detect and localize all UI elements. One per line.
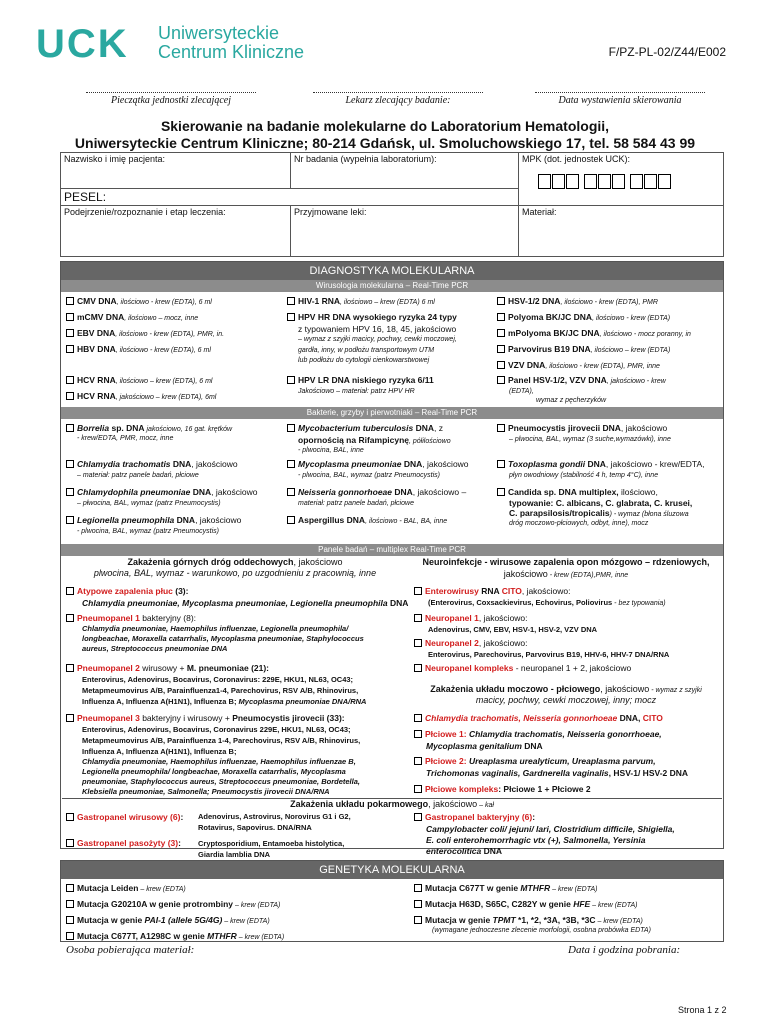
ebv-checkbox[interactable]: EBV DNA, ilościowo - krew (EDTA), PMR, in.	[66, 328, 224, 339]
pneumopanel2-desc1: Enterovirus, Adenovirus, Bocavirus, Coronavirus: 229E, HKU1, NL63, OC43;	[82, 675, 354, 684]
gastropanel-viral-checkbox[interactable]: Gastropanel wirusowy (6):	[66, 812, 183, 822]
panel-hsv-vzv-checkbox[interactable]: Panel HSV-1/2, VZV DNA, jakościowo - krew	[497, 375, 666, 386]
pai1-checkbox[interactable]: Mutacja w genie PAI-1 (allele 5G/4G) – krew (EDTA)	[66, 915, 270, 926]
neisseria-desc: materiał: patrz panele badań, płciowe	[298, 500, 414, 507]
tpmt-note: (wymagane jednoczesne zlecenie morfologii, osobna probówka EDTA)	[432, 927, 651, 934]
logo-line1: Uniwersyteckie	[158, 23, 280, 43]
patient-form	[60, 152, 724, 257]
section-title-genetics: GENETYKA MOLEKULARNA	[61, 861, 723, 879]
pneumopanel1-desc3: aureus, Streptococcus pneumoniae DNA	[82, 644, 228, 653]
material-label: Materiał:	[522, 207, 557, 217]
borrelia-checkbox[interactable]: Borrelia sp. DNA jakościowo, 16 gat. krętków	[66, 423, 232, 434]
legionella-checkbox[interactable]: Legionella pneumophila DNA, jakościowo	[66, 515, 241, 525]
pneumopanel3-desc2: Metapmeumovirus A/B, Parainfluenza 1-4, Parechovirus, RSV A/B, Rhinovirus,	[82, 736, 361, 745]
mycoplasma-desc: - plwocina, BAL, wymaz (patrz Pneumocystis)	[298, 472, 440, 479]
datetime-label: Data i godzina pobrania:	[568, 944, 681, 956]
material-field[interactable]	[519, 206, 724, 257]
pneumopanel2-desc2: Metapmeumovirus A/B, Parainfluenza1-4, Parechovirus, RSV A/B, Rhinovirus,	[82, 686, 359, 695]
patient-name-label: Nazwisko i imię pacjenta:	[64, 154, 166, 164]
hpv-hr-desc2: gardła, inny, w podłożu transportowym UTM	[298, 347, 435, 354]
hpv-hr-typing: z typowaniem HPV 16, 18, 45, jakościowo	[298, 324, 457, 334]
pneumopanel2-desc3: Influenza A, Influenza A(H1N1), Influenza B; Mycoplasma pneumoniae DNA/RNA	[82, 697, 367, 706]
diagnosis-label: Podejrzenie/rozpoznanie i etap leczenia:	[64, 207, 226, 217]
pneumocystis-desc: – plwocina, BAL, wymaz (3 suche,wymazówki), inne	[509, 436, 671, 443]
pneumopanel3-desc1: Enterovirus, Adenovirus, Bocavirus, Coronavirus 229E, HKU1, NL63, OC43;	[82, 725, 351, 734]
diagnosis-field[interactable]	[61, 206, 291, 257]
panel-hsv-desc: (EDTA),	[509, 388, 534, 395]
chlamydia-desc: – materiał: patrz panele badań, płciowe	[77, 472, 199, 479]
g20210a-checkbox[interactable]: Mutacja G20210A w genie protrombiny – krew (EDTA)	[66, 899, 280, 910]
mcmv-checkbox[interactable]: mCMV DNA, ilościowo – mocz, inne	[66, 312, 198, 323]
uro-header: Zakażenia układu moczowo - płciowego, jakościowo - wymaz z szyjki	[430, 684, 702, 694]
sig-date: Data wystawienia skierowania	[535, 92, 705, 106]
logo-mark: UCK	[36, 22, 129, 66]
cmv-checkbox[interactable]: CMV DNA, ilościowo - krew (EDTA), 6 ml	[66, 296, 212, 307]
pesel-label: PESEL:	[64, 190, 107, 204]
polyoma-checkbox[interactable]: Polyoma BK/JC DNA, ilościowo - krew (EDTA)	[497, 312, 670, 323]
page-number: Strona 1 z 2	[678, 1005, 727, 1015]
parvovirus-checkbox[interactable]: Parvovirus B19 DNA, ilościowo – krew (EDTA)	[497, 344, 670, 355]
hpv-lr-desc: Jakościowo – materiał: patrz HPV HR	[298, 388, 415, 395]
leiden-checkbox[interactable]: Mutacja Leiden – krew (EDTA)	[66, 883, 186, 894]
mpk-label: MPK (dot. jednostek UCK):	[522, 154, 631, 164]
gastropanel-viral-desc1: Adenovirus, Astrovirus, Norovirus G1 i G2,	[198, 812, 351, 821]
mycobacterium-checkbox[interactable]: Mycobacterium tuberculosis DNA, z	[287, 423, 443, 433]
pneumopanel3-desc4: Chlamydia pneumoniae, Haemophilus influenzae, Haemophilus influenzae B,	[82, 757, 356, 766]
pesel-field[interactable]	[61, 189, 519, 206]
candida-desc2: C. parapsilosis/tropicalis) - wymaz (błona śluzowa	[509, 508, 689, 518]
section-title-diag: DIAGNOSTYKA MOLEKULARNA	[61, 262, 723, 280]
ct-ng-cito-checkbox[interactable]: Chlamydia trachomatis, Neisseria gonnorhoeae DNA, CITO	[414, 713, 663, 723]
logo-line2: Centrum Kliniczne	[158, 42, 305, 62]
mpk-boxes	[538, 174, 720, 191]
plciowe-complex-checkbox[interactable]: Płciowe kompleks: Płciowe 1 + Płciowe 2	[414, 784, 591, 794]
uro-header2: macicy, pochwy, cewki moczowej, inny; mocz	[475, 695, 657, 705]
aspergillus-checkbox[interactable]: Aspergillus DNA, ilościowo - BAL, BA, inne	[287, 515, 447, 526]
pneumocystis-checkbox[interactable]: Pneumocystis jirovecii DNA, jakościowo	[497, 423, 667, 433]
neuro-header2: jakościowo - krew (EDTA),PMR, inne	[503, 569, 629, 579]
page-title: Skierowanie na badanie molekularne do Laboratorium Hematologii,	[160, 118, 610, 134]
neuropanel1-desc: Adenovirus, CMV, EBV, HSV-1, HSV-2, VZV DNA	[428, 625, 598, 634]
drugs-field[interactable]	[291, 206, 519, 257]
pneumopanel1-desc1: Chlamydia pneumoniae, Haemophilus influenzae, Legionella pneumophila/	[82, 624, 349, 633]
toxoplasma-checkbox[interactable]: Toxoplasma gondii DNA, jakościowo - krew/EDTA,	[497, 459, 704, 469]
mthfr-two-checkbox[interactable]: Mutacja C677T, A1298C w genie MTHFR – krew (EDTA)	[66, 931, 284, 942]
atypical-desc: Chlamydia pneumoniae, Mycoplasma pneumoniae, Legionella pneumophila DNA	[82, 598, 409, 608]
gastropanel-parasites-desc1: Cryptosporidium, Entamoeba histolytica,	[198, 839, 345, 848]
hbv-checkbox[interactable]: HBV DNA, ilościowo - krew (EDTA), 6 ml	[66, 344, 211, 355]
subsection-bact: Bakterie, grzyby i pierwotniaki – Real-Time PCR	[61, 407, 723, 419]
neuropanel2-desc: Enterovirus, Parechovirus, Parvovirus B19, HHV-6, HHV-7 DNA/RNA	[428, 650, 670, 659]
pneumopanel1-checkbox[interactable]: Pneumopanel 1 bakteryjny (8):	[66, 613, 196, 623]
mycobacterium-desc2: - plwocina, BAL, inne	[298, 447, 364, 454]
gastropanel-parasites-checkbox[interactable]: Gastropanel pasożyty (3):	[66, 838, 181, 848]
pneumopanel3-checkbox[interactable]: Pneumopanel 3 bakteryjny i wirusowy + Pneumocystis jirovecii (33):	[66, 713, 345, 723]
gastropanel-bacterial-desc1: Campylobacter coli/ jejuni/ lari, Clostridium difficile, Shigiella,	[426, 824, 675, 834]
hiv-checkbox[interactable]: HIV-1 RNA, ilościowo – krew (EDTA) 6 ml	[287, 296, 435, 307]
plciowe1-desc: Mycoplasma genitalium DNA	[426, 741, 543, 751]
patient-name-field[interactable]	[61, 153, 291, 189]
hsv-checkbox[interactable]: HSV-1/2 DNA, ilościowo - krew (EDTA), PMR	[497, 296, 658, 307]
mpk-field[interactable]	[519, 153, 724, 206]
hpv-hr-checkbox[interactable]: HPV HR DNA wysokiego ryzyka 24 typy	[287, 312, 457, 322]
hpv-hr-desc1: – wymaz z szyjki macicy, pochwy, cewki moczowej,	[298, 336, 457, 343]
hcv-quant-checkbox[interactable]: HCV RNA, ilościowo – krew (EDTA), 6 ml	[66, 375, 212, 386]
subsection-viro: Wirusologia molekularna – Real-Time PCR	[61, 280, 723, 292]
legionella-desc: - plwocina, BAL, wymaz (patrz Pneumocystis)	[77, 528, 219, 535]
mycobacterium-desc: opornością na Rifampicynę, półilościowo	[298, 435, 451, 445]
pneumopanel3-desc5: Legionella pneumophila/ longbeachae, Moraxella catarrhalis, Mycoplasma	[82, 767, 346, 776]
hpv-hr-desc3: lub podłożu do cytologii cienkowarstwowej	[298, 357, 430, 364]
candida-desc3: dróg moczowo-płciowych, odbyt, inne), mocz	[509, 520, 649, 527]
document-id: F/PZ-PL-02/Z44/E002	[608, 45, 726, 59]
borrelia-desc: - krew/EDTA, PMR, mocz, inne	[77, 435, 174, 442]
tpmt-checkbox[interactable]: Mutacja w genie TPMT *1, *2, *3A, *3B, *3C – krew (EDTA)	[414, 915, 643, 926]
gastropanel-bacterial-desc2: E. coli enterohemorrhagic vtx (+), Salmonella, Yersinia	[426, 835, 646, 845]
gastropanel-viral-desc2: Rotavirus, Sapovirus. DNA/RNA	[198, 823, 312, 832]
mycoplasma-checkbox[interactable]: Mycoplasma pneumoniae DNA, jakościowo	[287, 459, 469, 469]
plciowe2-checkbox[interactable]: Płciowe 2: Ureaplasma urealyticum, Ureaplasma parvum,	[414, 756, 656, 766]
pneumopanel3-desc7: Klebsiella pneumoniae, Salmonella; Pneumocystis jirovecii DNA/RNA	[82, 787, 330, 796]
mthfr-c677t-checkbox[interactable]: Mutacja C677T w genie MTHFR – krew (EDTA)	[414, 883, 598, 894]
resp-header: Zakażenia górnych dróg oddechowych, jakościowo	[127, 557, 343, 567]
toxoplasma-desc: płyn owodniowy (stabilność 4 h, temp 4°C), inne	[509, 472, 659, 479]
vzv-checkbox[interactable]: VZV DNA, ilościowo - krew (EDTA), PMR, inne	[497, 360, 660, 371]
neisseria-checkbox[interactable]: Neisseria gonnorhoeae DNA, jakościowo –	[287, 487, 466, 497]
candida-checkbox[interactable]: Candida sp. DNA multiplex, ilościowo,	[497, 487, 658, 497]
hcv-qual-checkbox[interactable]: HCV RNA, jakościowo – krew (EDTA), 6ml	[66, 391, 216, 402]
neuro-header: Neuroinfekcje - wirusowe zapalenia opon mózgowo – rdzeniowych,	[422, 557, 710, 567]
chlamydophila-desc: – płwocina, BAL, wymaz (patrz Pneumocystis)	[77, 500, 221, 507]
neuropanel2-checkbox[interactable]: Neuropanel 2, jakościowo:	[414, 638, 528, 648]
mpolyoma-checkbox[interactable]: mPolyoma BK/JC DNA, ilościowo - mocz poranny, in	[497, 328, 691, 339]
sig-doctor: Lekarz zlecający badanie:	[313, 92, 483, 106]
enterovirus-desc: (Enterovirus, Coxsackievirus, Echovirus, Poliovirus - bez typowania)	[428, 598, 666, 607]
plciowe2-desc: Trichomonas vaginalis, Gardnerella vaginalis, HSV-1/ HSV-2 DNA	[426, 768, 689, 778]
candida-desc: typowanie: C. albicans, C. glabrata, C. krusei,	[509, 498, 693, 508]
gi-header: Zakażenia układu pokarmowego, jakościowo – kał	[62, 798, 722, 810]
page-title-address: Uniwersyteckie Centrum Kliniczne; 80-214 Gdańsk, ul. Smoluchowskiego 17, tel. 58 584 43 99	[74, 135, 696, 151]
pneumopanel3-desc6: pneumoniae, Staphylococcus aureus, Streptococcus pneumoniae, Bordetella,	[82, 777, 360, 786]
subsection-panels: Panele badań – multiplex Real-Time PCR	[61, 544, 723, 556]
test-number-field[interactable]	[291, 153, 519, 189]
collector-label: Osoba pobierająca materiał:	[66, 944, 195, 956]
chlamydia-checkbox[interactable]: Chlamydia trachomatis DNA, jakościowo	[66, 459, 238, 469]
pneumopanel2-checkbox[interactable]: Pneumopanel 2 wirusowy + M. pneumoniae (21):	[66, 663, 269, 673]
drugs-label: Przyjmowane leki:	[294, 207, 367, 217]
neuropanel1-checkbox[interactable]: Neuropanel 1, jakościowo:	[414, 613, 528, 623]
logo-text	[158, 24, 304, 62]
enterovirus-checkbox[interactable]: Enterowirusy RNA CITO, jakościowo:	[414, 586, 571, 596]
hfe-checkbox[interactable]: Mutacja H63D, S65C, C282Y w genie HFE – krew (EDTA)	[414, 899, 638, 910]
sig-stamp: Pieczątka jednostki zlecającej	[86, 92, 256, 106]
panel-hsv-desc2: wymaz z pęcherzyków	[536, 397, 607, 404]
hpv-lr-checkbox[interactable]: HPV LR DNA niskiego ryzyka 6/11	[287, 375, 434, 385]
neuropanel-complex-checkbox[interactable]: Neuropanel kompleks - neuropanel 1 + 2, jakościowo	[414, 663, 631, 673]
test-number-label: Nr badania (wypełnia laboratorium):	[294, 154, 437, 164]
atypical-pneumonia-checkbox[interactable]: Atypowe zapalenia płuc (3):	[66, 586, 188, 596]
plciowe1-checkbox[interactable]: Płciowe 1: Chlamydia trachomatis, Neisseria gonorrhoeae,	[414, 729, 662, 739]
pneumopanel1-desc2: longbeachae, Moraxella catarrhalis, Mycoplasma pneumoniae, Staphylococcus	[82, 634, 364, 643]
resp-subheader: plwocina, BAL, wymaz - warunkowo, po uzgodnieniu z pracownią, inne	[93, 568, 377, 578]
chlamydophila-checkbox[interactable]: Chlamydophila pneumoniae DNA, jakościowo	[66, 487, 257, 497]
gastropanel-parasites-desc2: Giardia lamblia DNA	[198, 850, 271, 859]
pneumopanel3-desc3: Influenza A, Influenza A(H1N1), Influenza B;	[82, 747, 237, 756]
gastropanel-bacterial-checkbox[interactable]: Gastropanel bakteryjny (6):	[414, 812, 535, 822]
gastropanel-bacterial-desc3: enterocolitica DNA	[426, 846, 503, 856]
